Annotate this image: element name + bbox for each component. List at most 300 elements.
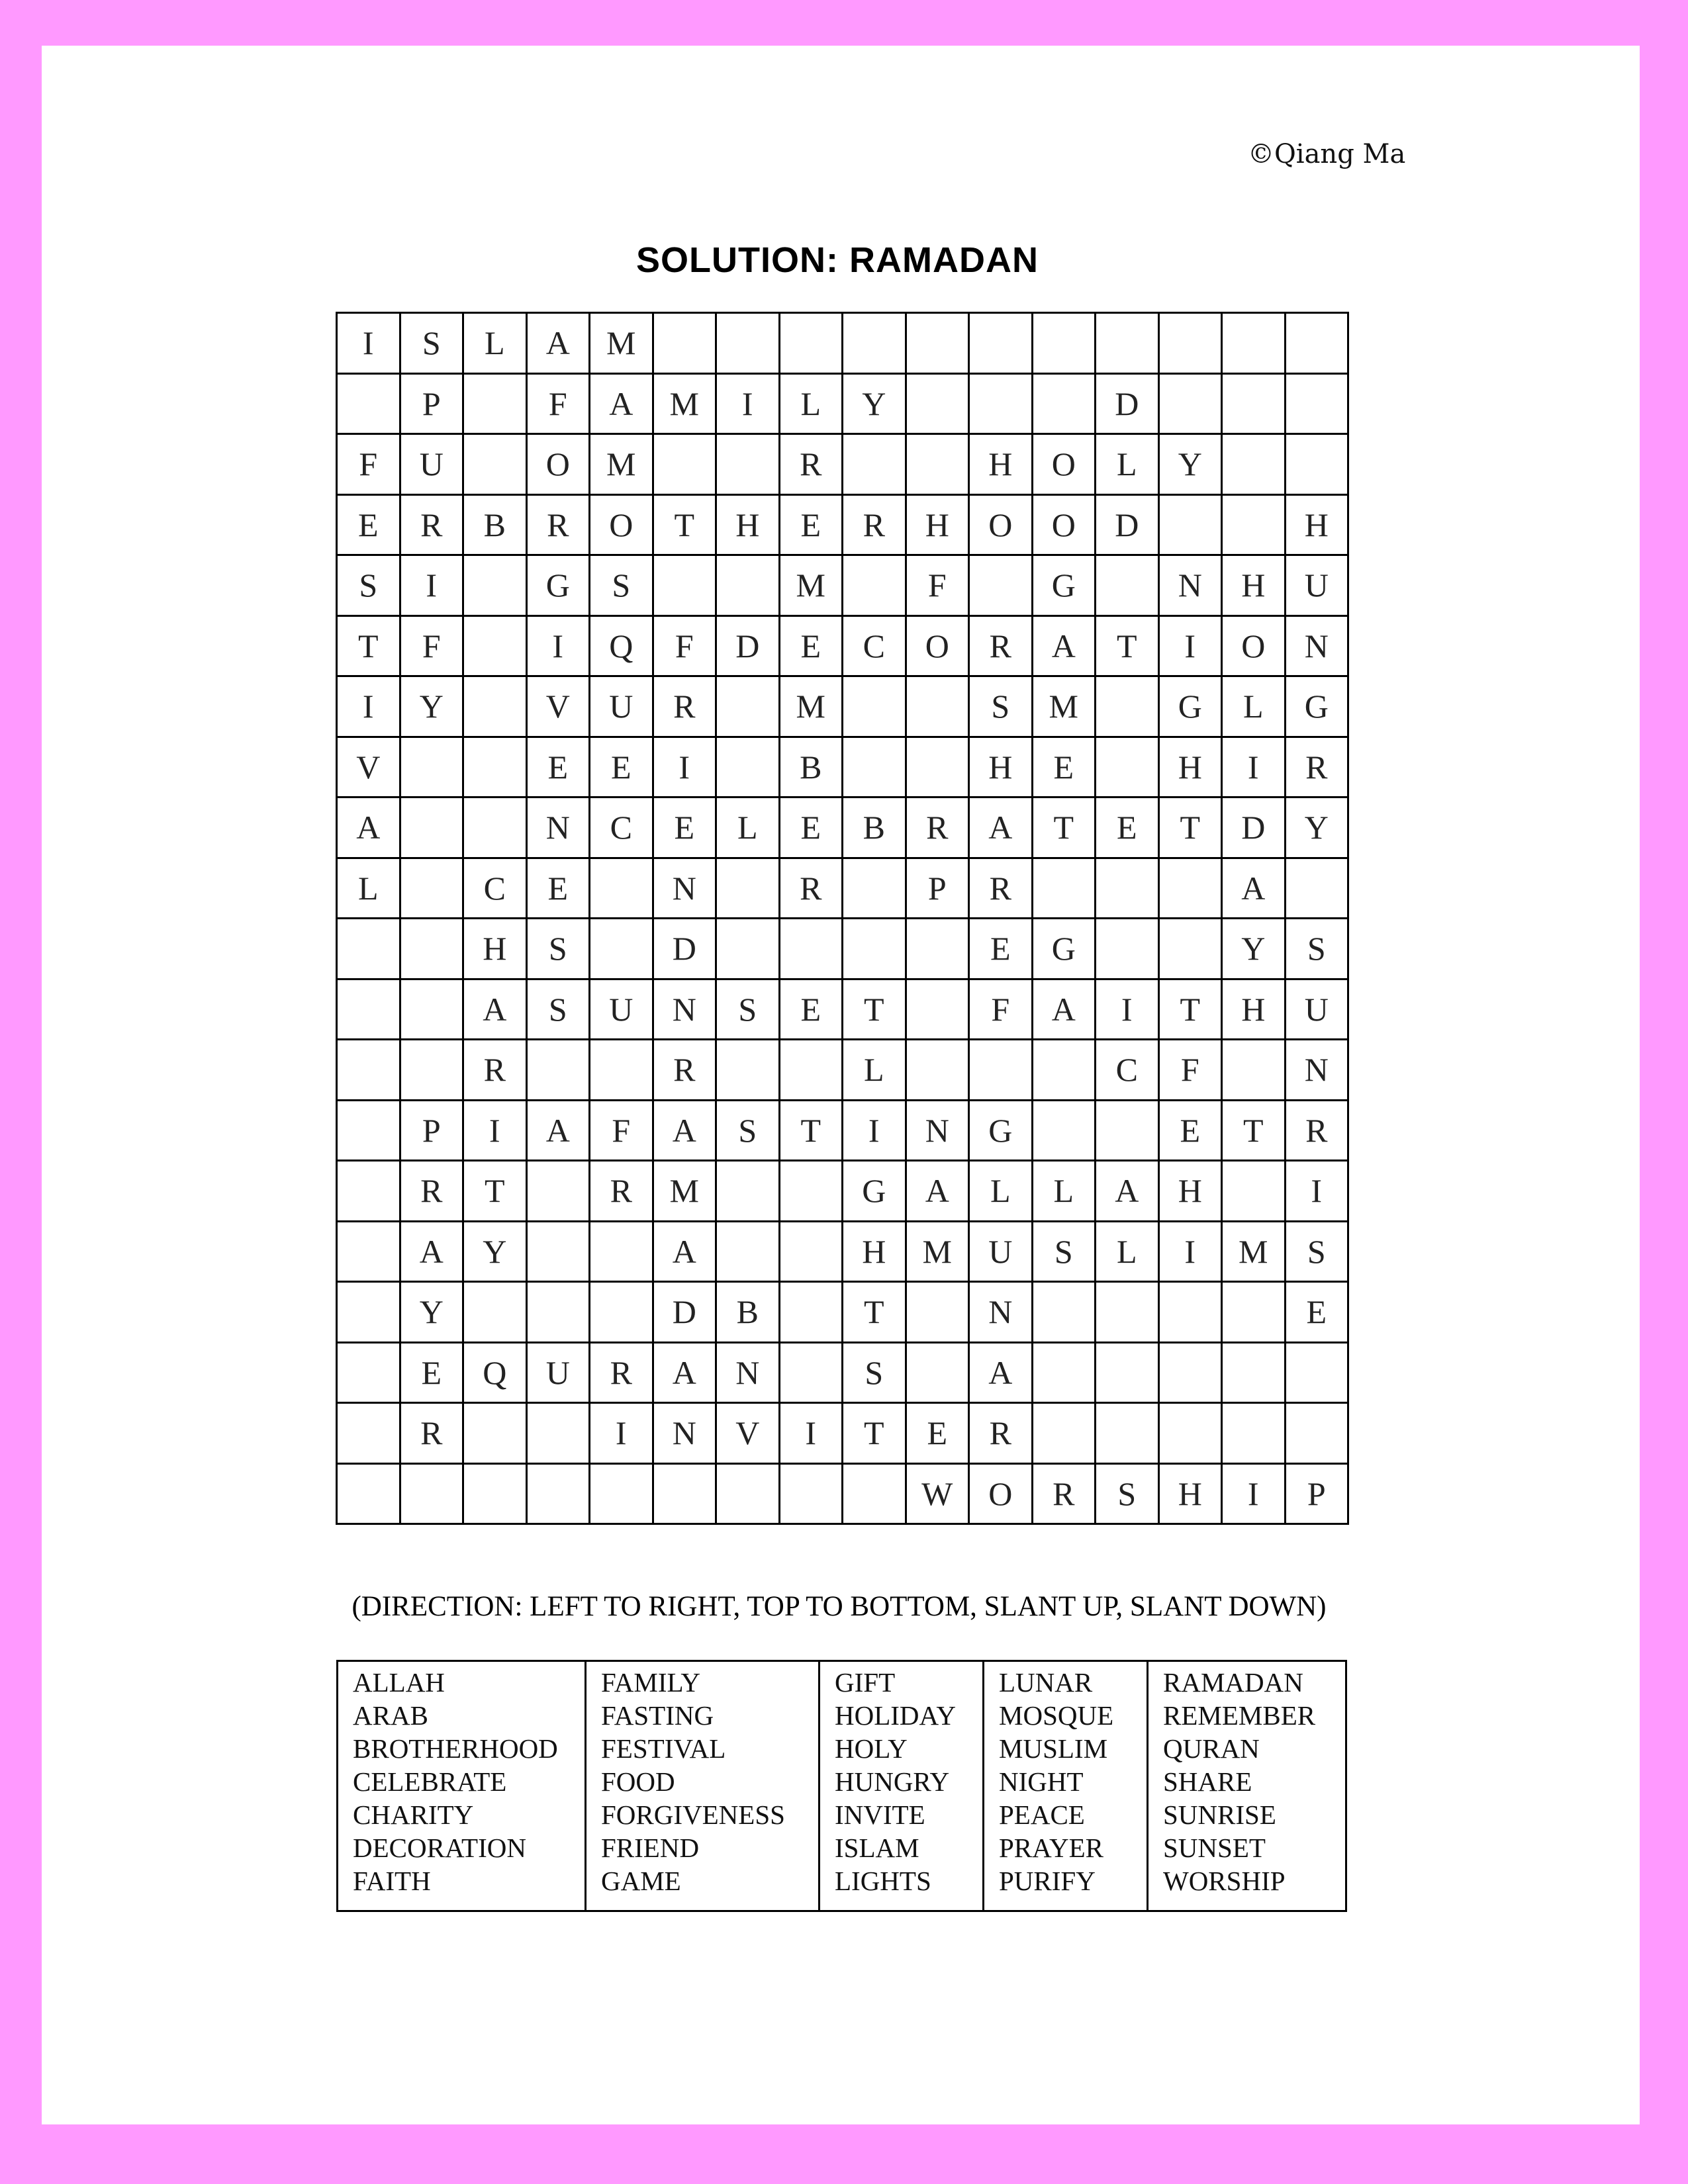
grid-cell [717,314,780,375]
grid-cell: A [970,798,1033,859]
grid-cell [1096,677,1160,738]
grid-cell: M [654,375,718,435]
grid-cell [1160,1404,1223,1465]
grid-cell [401,1040,465,1101]
grid-cell [780,1040,844,1101]
grid-cell: L [843,1040,907,1101]
grid-cell: M [780,677,844,738]
grid-cell: T [843,980,907,1041]
grid-cell [464,617,528,678]
grid-cell [780,1161,844,1222]
grid-cell [401,738,465,799]
grid-cell: S [1096,1465,1160,1525]
grid-cell [1096,1343,1160,1404]
grid-cell: S [338,556,401,617]
grid-cell [1286,435,1350,496]
word-list-item: FASTING [601,1700,714,1731]
grid-cell: D [654,1283,718,1343]
grid-cell: R [528,496,591,557]
grid-cell: F [1160,1040,1223,1101]
grid-cell: M [1033,677,1097,738]
word-list-column [338,1662,586,1910]
grid-cell: I [1223,1465,1286,1525]
grid-cell: Y [464,1222,528,1283]
grid-cell: G [1160,677,1223,738]
grid-cell: R [654,1040,718,1101]
grid-cell: T [780,1101,844,1162]
page-title: SOLUTION: RAMADAN [636,240,1039,280]
grid-cell: V [717,1404,780,1465]
grid-cell [1033,859,1097,920]
grid-cell: Y [1286,798,1350,859]
grid-cell: U [401,435,465,496]
grid-cell [907,1343,970,1404]
grid-cell: L [717,798,780,859]
grid-cell [464,738,528,799]
grid-cell: Y [401,1283,465,1343]
grid-cell [1096,1101,1160,1162]
grid-cell: A [528,314,591,375]
grid-cell: C [1096,1040,1160,1101]
grid-cell [1223,375,1286,435]
grid-cell: E [401,1343,465,1404]
word-list-item: HOLY [835,1733,908,1764]
grid-cell: O [590,496,654,557]
grid-cell: D [717,617,780,678]
grid-cell [590,1465,654,1525]
grid-cell [401,980,465,1041]
grid-cell: S [590,556,654,617]
grid-cell: A [654,1222,718,1283]
grid-cell: S [528,980,591,1041]
grid-cell [1033,1283,1097,1343]
grid-cell: Y [843,375,907,435]
grid-cell [717,1465,780,1525]
grid-cell: O [528,435,591,496]
grid-cell: O [1033,496,1097,557]
grid-cell: L [1223,677,1286,738]
grid-cell: T [843,1404,907,1465]
grid-cell: S [843,1343,907,1404]
grid-cell: G [843,1161,907,1222]
grid-cell [907,738,970,799]
word-list [336,1660,1347,1912]
grid-cell [780,1465,844,1525]
grid-cell [1223,1404,1286,1465]
grid-cell [1096,859,1160,920]
grid-cell [338,1404,401,1465]
grid-cell [1223,1343,1286,1404]
grid-cell [1033,1040,1097,1101]
grid-cell: T [843,1283,907,1343]
grid-cell: I [654,738,718,799]
grid-cell [1033,1404,1097,1465]
grid-cell: E [780,980,844,1041]
grid-cell: H [1223,556,1286,617]
grid-cell: U [590,980,654,1041]
grid-cell: T [1160,798,1223,859]
grid-cell [970,375,1033,435]
grid-cell [464,435,528,496]
grid-cell: B [464,496,528,557]
grid-cell [401,859,465,920]
grid-cell: A [1096,1161,1160,1222]
grid-cell [717,435,780,496]
word-list-item: WORSHIP [1163,1866,1286,1896]
grid-cell: P [1286,1465,1350,1525]
word-list-item: SHARE [1163,1766,1252,1797]
grid-cell: F [590,1101,654,1162]
grid-cell: R [907,798,970,859]
grid-cell [338,375,401,435]
grid-cell [1160,1343,1223,1404]
word-list-item: DECORATION [353,1833,526,1863]
grid-cell: M [590,435,654,496]
grid-cell [843,859,907,920]
word-list-item: GIFT [835,1667,896,1698]
grid-cell: A [1033,980,1097,1041]
grid-cell: I [1160,617,1223,678]
word-list-item: HOLIDAY [835,1700,956,1731]
grid-cell [338,980,401,1041]
grid-cell [654,556,718,617]
word-list-item: INVITE [835,1799,925,1830]
grid-cell: O [907,617,970,678]
grid-cell [528,1283,591,1343]
grid-cell: R [970,617,1033,678]
word-list-item: LUNAR [999,1667,1093,1698]
grid-cell: R [1286,738,1350,799]
grid-cell [654,314,718,375]
grid-cell [970,1040,1033,1101]
grid-cell [1223,1040,1286,1101]
grid-cell [843,1465,907,1525]
grid-cell [907,1040,970,1101]
grid-cell [780,1222,844,1283]
grid-cell: R [780,859,844,920]
grid-cell [1223,1161,1286,1222]
grid-cell: T [1096,617,1160,678]
grid-cell [401,1465,465,1525]
grid-cell: S [1033,1222,1097,1283]
word-list-item: RAMADAN [1163,1667,1303,1698]
word-list-item: FESTIVAL [601,1733,726,1764]
grid-cell: R [464,1040,528,1101]
grid-cell [338,1465,401,1525]
grid-cell [590,1040,654,1101]
grid-cell: M [654,1161,718,1222]
word-list-item: LIGHTS [835,1866,931,1896]
grid-cell: H [843,1222,907,1283]
grid-cell: H [464,919,528,980]
grid-cell: N [1286,617,1350,678]
grid-cell [717,919,780,980]
word-list-column [586,1662,820,1910]
grid-cell: F [654,617,718,678]
grid-cell: R [1033,1465,1097,1525]
grid-cell [338,1040,401,1101]
grid-cell [717,738,780,799]
grid-cell: I [528,617,591,678]
word-list-item: FRIEND [601,1833,700,1863]
grid-cell: I [338,677,401,738]
grid-cell: A [590,375,654,435]
word-list-item: ARAB [353,1700,428,1731]
word-list-item: FAITH [353,1866,431,1896]
grid-cell: H [1160,1161,1223,1222]
grid-cell: P [401,1101,465,1162]
grid-cell [1096,556,1160,617]
grid-cell: H [970,738,1033,799]
grid-cell [401,798,465,859]
grid-cell [717,1222,780,1283]
grid-cell: I [780,1404,844,1465]
grid-cell [843,314,907,375]
grid-cell: E [1033,738,1097,799]
grid-cell [780,919,844,980]
grid-cell [780,314,844,375]
grid-cell [1223,496,1286,557]
grid-cell [654,435,718,496]
grid-cell: S [717,980,780,1041]
grid-cell: N [907,1101,970,1162]
grid-cell [843,556,907,617]
grid-cell [338,1283,401,1343]
grid-cell: S [1286,1222,1350,1283]
grid-cell [907,919,970,980]
word-list-item: FOOD [601,1766,675,1797]
grid-cell [1033,1101,1097,1162]
grid-cell: M [780,556,844,617]
grid-cell: E [528,859,591,920]
grid-cell: R [780,435,844,496]
grid-cell [843,677,907,738]
word-list-item: CHARITY [353,1799,474,1830]
grid-cell: T [1160,980,1223,1041]
word-list-column [820,1662,984,1910]
direction-note: (DIRECTION: LEFT TO RIGHT, TOP TO BOTTOM, SLANT UP, SLANT DOWN) [352,1591,1327,1622]
word-list-item: ISLAM [835,1833,919,1863]
grid-cell [1223,314,1286,375]
word-list-item: SUNRISE [1163,1799,1276,1830]
grid-cell [970,314,1033,375]
grid-cell: R [590,1343,654,1404]
grid-cell [590,1283,654,1343]
grid-cell [907,375,970,435]
grid-cell [1223,435,1286,496]
word-list-item: MUSLIM [999,1733,1108,1764]
grid-cell [1286,1404,1350,1465]
grid-cell: T [464,1161,528,1222]
grid-cell [338,1161,401,1222]
grid-cell [843,919,907,980]
grid-cell: D [1223,798,1286,859]
grid-cell: L [1096,1222,1160,1283]
grid-cell: F [907,556,970,617]
grid-cell: S [1286,919,1350,980]
grid-cell: I [1286,1161,1350,1222]
grid-cell: C [590,798,654,859]
grid-cell: A [401,1222,465,1283]
grid-cell: E [1160,1101,1223,1162]
grid-cell [970,556,1033,617]
grid-cell [1160,1283,1223,1343]
grid-cell: G [970,1101,1033,1162]
grid-cell: O [1033,435,1097,496]
grid-cell: H [907,496,970,557]
grid-cell [1033,375,1097,435]
grid-cell [528,1222,591,1283]
grid-cell: I [717,375,780,435]
grid-cell: C [843,617,907,678]
grid-cell: Q [464,1343,528,1404]
grid-cell [907,980,970,1041]
grid-cell: B [780,738,844,799]
grid-cell [780,1283,844,1343]
grid-cell: L [338,859,401,920]
grid-cell: H [1223,980,1286,1041]
word-list-column [1149,1662,1345,1910]
grid-cell: E [654,798,718,859]
word-list-item: NIGHT [999,1766,1084,1797]
grid-cell [401,919,465,980]
word-list-item: ALLAH [353,1667,445,1698]
grid-cell: S [528,919,591,980]
word-list-item: HUNGRY [835,1766,950,1797]
grid-cell [528,1404,591,1465]
grid-cell [1160,859,1223,920]
grid-cell [1096,738,1160,799]
grid-cell: H [970,435,1033,496]
word-list-item: REMEMBER [1163,1700,1316,1731]
grid-cell: L [1033,1161,1097,1222]
grid-cell: N [717,1343,780,1404]
grid-cell: U [970,1222,1033,1283]
grid-cell: Y [1160,435,1223,496]
grid-cell: H [717,496,780,557]
grid-cell [1286,375,1350,435]
grid-cell [464,677,528,738]
grid-cell: R [654,677,718,738]
grid-cell [338,1101,401,1162]
grid-cell: D [1096,375,1160,435]
grid-cell: E [338,496,401,557]
grid-cell: I [1160,1222,1223,1283]
grid-cell [1033,314,1097,375]
grid-cell: R [401,1161,465,1222]
grid-cell: A [654,1101,718,1162]
grid-cell [590,919,654,980]
grid-cell: F [401,617,465,678]
grid-cell: O [970,1465,1033,1525]
grid-cell: I [401,556,465,617]
grid-cell: Y [1223,919,1286,980]
grid-cell [907,677,970,738]
grid-cell: R [970,859,1033,920]
grid-cell: M [590,314,654,375]
grid-cell: F [338,435,401,496]
grid-cell [464,556,528,617]
grid-cell: A [1223,859,1286,920]
grid-cell [464,798,528,859]
grid-cell: E [1286,1283,1350,1343]
grid-cell: T [1223,1101,1286,1162]
grid-cell: B [843,798,907,859]
grid-cell: I [338,314,401,375]
grid-cell [590,1222,654,1283]
grid-cell [843,435,907,496]
grid-cell: Q [590,617,654,678]
grid-cell: R [590,1161,654,1222]
grid-cell: E [1096,798,1160,859]
grid-cell: R [1286,1101,1350,1162]
grid-cell: M [907,1222,970,1283]
word-list-item: SUNSET [1163,1833,1266,1863]
grid-cell: C [464,859,528,920]
grid-cell: E [528,738,591,799]
word-list-item: BROTHERHOOD [353,1733,558,1764]
grid-cell: U [1286,556,1350,617]
grid-cell: A [338,798,401,859]
grid-cell [907,314,970,375]
word-list-item: QURAN [1163,1733,1260,1764]
grid-cell: A [464,980,528,1041]
grid-cell: H [1286,496,1350,557]
grid-cell: U [1286,980,1350,1041]
grid-cell: N [1286,1040,1350,1101]
grid-cell: H [1160,1465,1223,1525]
grid-cell: L [780,375,844,435]
grid-cell: R [843,496,907,557]
grid-cell: T [1033,798,1097,859]
grid-cell: F [970,980,1033,1041]
grid-cell [464,1465,528,1525]
grid-cell: H [1160,738,1223,799]
grid-cell: R [401,496,465,557]
grid-cell [1286,314,1350,375]
grid-cell: E [590,738,654,799]
grid-cell: P [907,859,970,920]
grid-cell: A [907,1161,970,1222]
grid-cell: A [970,1343,1033,1404]
grid-cell: N [654,980,718,1041]
grid-cell [907,435,970,496]
grid-cell [717,677,780,738]
grid-cell: O [1223,617,1286,678]
grid-cell: V [528,677,591,738]
word-list-item: PRAYER [999,1833,1103,1863]
word-list-item: FAMILY [601,1667,701,1698]
grid-cell [1096,919,1160,980]
grid-cell: B [717,1283,780,1343]
grid-cell [464,1283,528,1343]
grid-cell [1096,1404,1160,1465]
grid-cell: U [528,1343,591,1404]
grid-cell: S [717,1101,780,1162]
grid-cell [1160,375,1223,435]
grid-cell [528,1040,591,1101]
grid-cell: U [590,677,654,738]
grid-cell: L [1096,435,1160,496]
grid-cell: N [1160,556,1223,617]
grid-cell: I [464,1101,528,1162]
grid-cell [717,1040,780,1101]
grid-cell [1160,496,1223,557]
grid-cell: V [338,738,401,799]
grid-cell: N [528,798,591,859]
word-list-column [984,1662,1149,1910]
grid-cell: Y [401,677,465,738]
